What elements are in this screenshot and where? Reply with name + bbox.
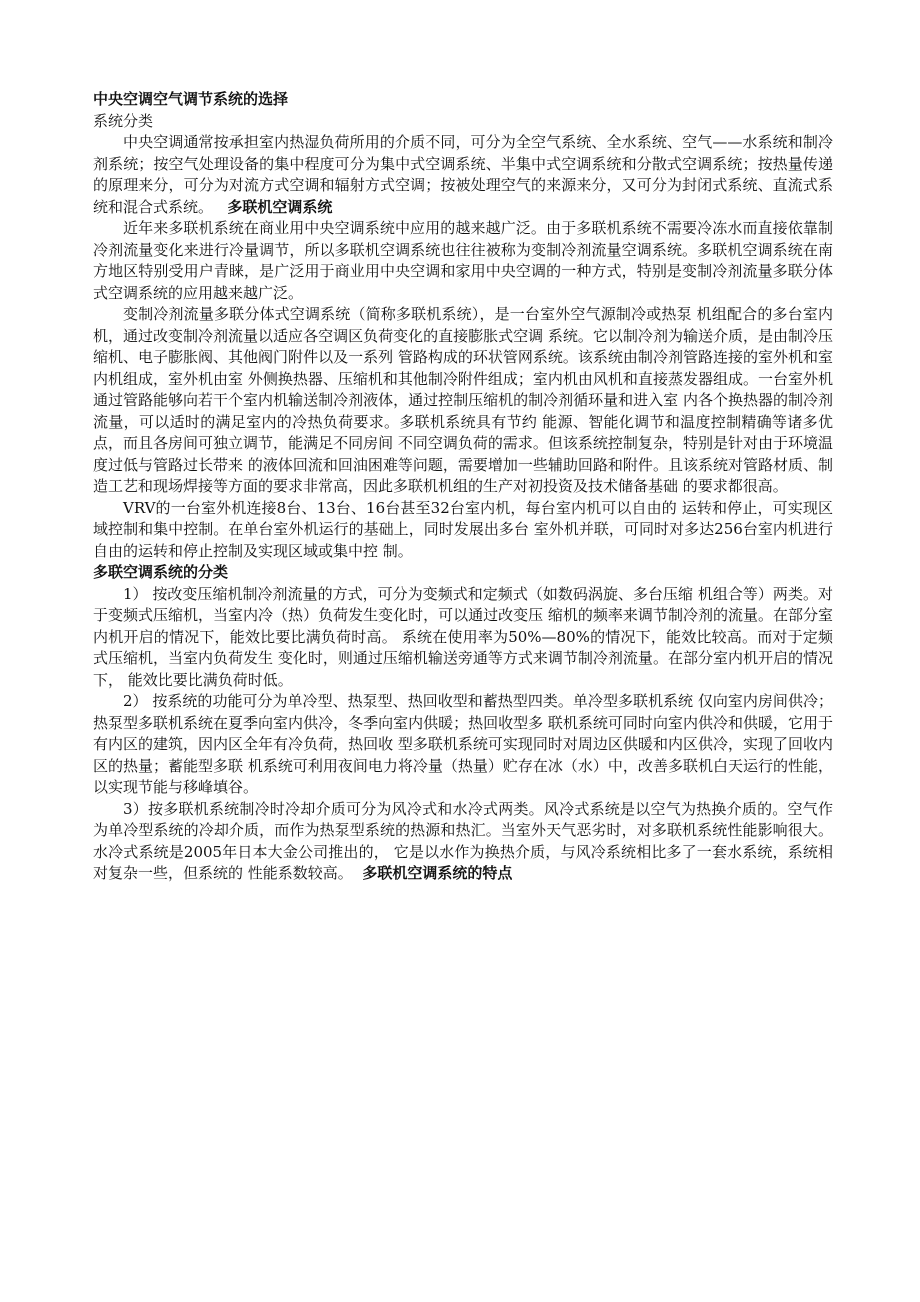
document-body xyxy=(93,89,833,885)
heading-features: 多联机空调系统的特点 xyxy=(362,864,513,882)
heading-multi-split-system: 多联机空调系统 xyxy=(227,197,333,216)
paragraph-system-classification xyxy=(93,132,833,218)
paragraph-multi-split-intro: 近年来多联机系统在商业用中央空调系统中应用的越来越广泛。由于多联机系统不需要冷冻水而直接依靠制冷剂流量变化来进行冷量调节，所以多联机空调系统也往往被称为变制冷剂流量空调系统。多联机空调系统在南方地区特别受用户青睐，是广泛用于商业用中央空调和家用中央空调的一种方式，特别是变制冷剂流量多联分体式空调系统的应用越来越广泛。 xyxy=(93,219,833,302)
list-item-system-function: 2） 按系统的功能可分为单冷型、热泵型、热回收型和蓄热型四类。单冷型多联机系统 仅向室内房间供冷；热泵型多联机系统在夏季向室内供冷，冬季向室内供暖；热回收型多 联机系统可同时向室内供冷和供暖，它用于有内区的建筑，因内区全年有冷负荷，热回收 型多联机系统可实现同时对周边区供暖和内区供冷，实现了回收内区的热量；蓄能型多联 机系统可利用夜间电力将冷量（热量）贮存在冰（水）中，改善多联机白天运行的性能， 以实现节能与移峰填谷。 xyxy=(93,692,833,796)
paragraph-vrf-description: 变制冷剂流量多联分体式空调系统（简称多联机系统），是一台室外空气源制冷或热泵 机组配合的多台室内机，通过改变制冷剂流量以适应各空调区负荷变化的直接膨胀式空调 系统。它以制冷剂为输送介质，是由制冷压缩机、电子膨胀阀、其他阀门附件以及一系列 管路构成的环状管网系统。该系统由制冷剂管路连接的室外机和室内机组成，室外机由室 外侧换热器、压缩机和其他制冷附件组成；室内机由风机和直接蒸发器组成。一台室外机 通过管路能够向若干个室内机输送制冷剂液体，通过控制压缩机的制冷剂循环量和进入室 内各个换热器的制冷剂流量，可以适时的满足室内的冷热负荷要求。多联机系统具有节约 能源、智能化调节和温度控制精确等诸多优点，而且各房间可独立调节，能满足不同房间 不同空调负荷的需求。但该系统控制复杂，特别是针对由于环境温度过低与管路过长带来 的液体回流和回油困难等问题，需要增加一些辅助回路和附件。且该系统对管路材质、制 造工艺和现场焊接等方面的要求非常高，因此多联机机组的生产对初投资及技术储备基础 的要求都很高。 xyxy=(93,305,833,495)
list-item-compressor-type: 1） 按改变压缩机制冷剂流量的方式，可分为变频式和定频式（如数码涡旋、多台压缩 机组合等）两类。对于变频式压缩机，当室内冷（热）负荷发生变化时，可以通过改变压 缩机的频率来调节制冷剂的流量。在部分室内机开启的情况下，能效比要比满负荷时高。 系统在使用率为50%—80%的情况下，能效比较高。而对于定频式压缩机，当室内负荷发生 变化时，则通过压缩机输送旁通等方式来调节制冷剂流量。在部分室内机开启的情况下， 能效比要比满负荷时低。 xyxy=(93,584,833,689)
paragraph-vrv-units: VRV的一台室外机连接8台、13台、16台甚至32台室内机，每台室内机可以自由的 运转和停止，可实现区域控制和集中控制。在单台室外机运行的基础上，同时发展出多台 室外机并联，可同时对多达256台室内机进行自由的运转和停止控制及实现区域或集中控 制。 xyxy=(93,498,833,560)
heading-classification: 多联空调系统的分类 xyxy=(93,563,229,581)
section-label-classification: 系统分类 xyxy=(93,111,154,130)
paragraph-text: 3）按多联机系统制冷时冷却介质可分为风冷式和水冷式两类。风冷式系统是以空气为热换介质的。空气作为单冷型系统的冷却介质，而作为热泵型系统的热源和热汇。当室外天气恶劣时，对多联机系统性能影响很大。水冷式系统是2005年日本大金公司推出的， 它是以水作为换热介质，与风冷系统相比多了一套水系统，系统相对复杂一些，但系统的 性能系数较高。 xyxy=(93,799,833,882)
paragraph-text: 中央空调通常按承担室内热湿负荷所用的介质不同，可分为全空气系统、全水系统、空气——水系统和制冷剂系统；按空气处理设备的集中程度可分为集中式空调系统、半集中式空调系统和分散式空调系统；按热量传递的原理来分，可分为对流方式空调和辐射方式空调；按被处理空气的来源来分，又可分为封闭式系统、直流式系统和混合式系统。 xyxy=(93,133,833,216)
list-item-cooling-medium xyxy=(93,799,833,885)
document-title: 中央空调空气调节系统的选择 xyxy=(93,90,289,108)
